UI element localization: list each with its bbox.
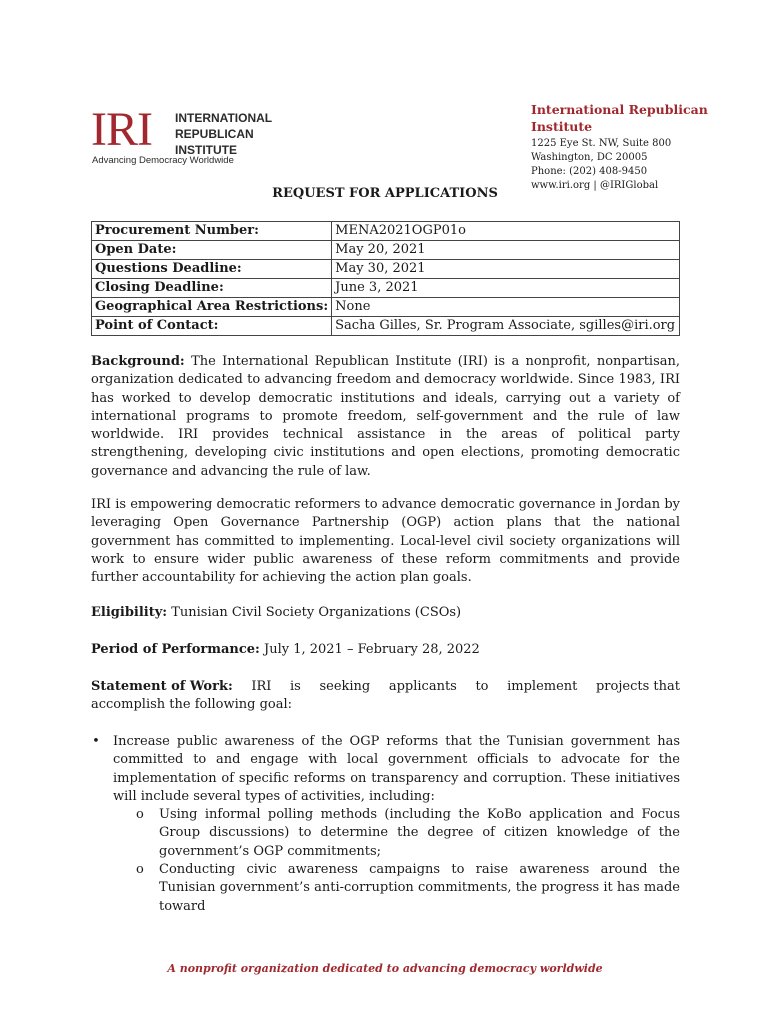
list-item <box>91 733 680 806</box>
table-row <box>92 279 680 298</box>
sow-word: seeking <box>319 679 371 694</box>
table-row <box>92 317 680 336</box>
sub-list-item-text: Using informal polling methods (including the KoBo application and Focus Group discussions) to determine the degree of citizen knowledge of the government’s OGP commitments; <box>159 807 680 859</box>
eligibility-paragraph <box>91 604 680 622</box>
sub-list-item <box>91 861 680 916</box>
address-block <box>531 101 770 193</box>
table-label: Point of Contact: <box>92 317 332 336</box>
address-city: Washington, DC 20005 <box>531 152 648 163</box>
sow-word: applicants <box>388 679 457 694</box>
table-row <box>92 222 680 241</box>
sow-word: implement <box>507 679 578 694</box>
table-label: Closing Deadline: <box>92 279 332 298</box>
table-label: Open Date: <box>92 241 332 260</box>
table-label: Geographical Area Restrictions: <box>92 298 332 317</box>
program-paragraph: IRI is empowering democratic reformers to advance democratic governance in Jordan by leveraging Open Governance Partnership (OGP) action plans that the national government has committed to implementing. Local-level civil society organizations will work to ensure wider public awareness of these reform commitments and provide further accountability for achieving the action plan goals. <box>91 497 680 586</box>
goal-list <box>91 733 680 916</box>
period-label: Period of Performance: <box>91 642 260 657</box>
sow-word: projects that <box>595 679 680 694</box>
table-label: Questions Deadline: <box>92 260 332 279</box>
table-row <box>92 260 680 279</box>
address-street: 1225 Eye St. NW, Suite 800 <box>531 138 672 149</box>
table-value: Sacha Gilles, Sr. Program Associate, sgilles@iri.org <box>332 317 680 336</box>
sow-word: is <box>290 679 301 694</box>
logo-name-line: REPUBLICAN <box>175 127 254 141</box>
period-text: July 1, 2021 – February 28, 2022 <box>263 642 480 657</box>
sub-list-item <box>91 806 680 861</box>
address-phone: Phone: (202) 408-9450 <box>531 166 648 177</box>
eligibility-label: Eligibility: <box>91 605 168 620</box>
table-value: MENA2021OGP01o <box>332 222 680 241</box>
page-title: REQUEST FOR APPLICATIONS <box>272 186 498 201</box>
bullet-icon: • <box>92 734 100 749</box>
logo-mark: IRI <box>91 103 152 156</box>
iri-logo <box>91 103 281 170</box>
table-row <box>92 298 680 317</box>
circle-bullet-icon: o <box>136 862 144 878</box>
logo-name-line: INSTITUTE <box>175 143 237 157</box>
page-footer: A nonprofit organization dedicated to advancing democracy worldwide <box>167 962 603 975</box>
summary-table <box>91 221 680 336</box>
circle-bullet-icon: o <box>136 807 144 823</box>
table-value: May 20, 2021 <box>332 241 680 260</box>
table-row <box>92 241 680 260</box>
statement-of-work-paragraph <box>91 678 680 715</box>
address-web: www.iri.org | @IRIGlobal <box>531 180 659 191</box>
sow-first-line <box>91 678 680 696</box>
logo-name <box>175 110 272 158</box>
table-label: Procurement Number: <box>92 222 332 241</box>
logo-name-line: INTERNATIONAL <box>175 111 273 125</box>
sow-second-line: accomplish the following goal: <box>91 697 293 713</box>
list-item-text: Increase public awareness of the OGP reforms that the Tunisian government has committed to and engage with local government officials to advocate for the implementation of specific reforms on transparency and corruption. These initiatives will include several types of activities, including: <box>113 734 680 804</box>
table-value: June 3, 2021 <box>332 279 680 298</box>
sub-list-item-text: Conducting civic awareness campaigns to raise awareness around the Tunisian government’s anti-corruption commitments, the progress it has made toward <box>159 862 680 914</box>
background-paragraph <box>91 353 680 481</box>
table-value: May 30, 2021 <box>332 260 680 279</box>
eligibility-text: Tunisian Civil Society Organizations (CSOs) <box>171 605 462 620</box>
table-value: None <box>332 298 680 317</box>
address-org: International Republican Institute <box>531 102 708 134</box>
background-text: The International Republican Institute (IRI) is a nonprofit, nonpartisan, organization dedicated to advancing freedom and democracy worldwide. Since 1983, IRI has worked to develop democratic institutions and ideals, carrying out a variety of international programs to promote freedom, self-government and the rule of law worldwide. IRI provides technical assistance in the areas of political party strengthening, developing civic institutions and open elections, promoting democratic governance and advancing the rule of law. <box>91 354 680 479</box>
logo-tagline: Advancing Democracy Worldwide <box>92 155 234 166</box>
sow-word: to <box>475 679 489 694</box>
background-label: Background: <box>91 354 185 369</box>
sow-label: Statement of Work: <box>91 679 233 694</box>
sow-word: IRI <box>251 679 272 694</box>
period-paragraph <box>91 641 680 659</box>
